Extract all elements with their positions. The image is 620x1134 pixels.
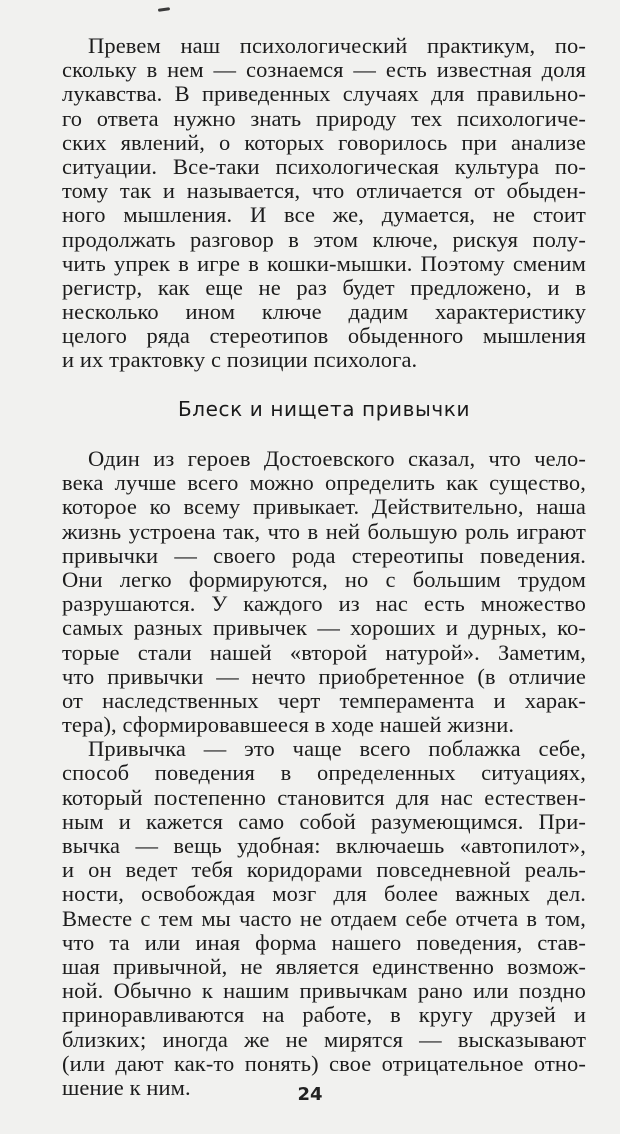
text-line: что та или иная форма нашего поведения, став- [62,929,586,955]
text-line: продолжать разговор в этом ключе, рискуя полу- [62,226,586,252]
text-line: жизнь устроена так, что в ней большую роль играют [62,518,586,544]
text-line: Превем наш психологический практикум, по- [88,33,586,58]
text-line: тера), сформировавшееся в ходе нашей жизни. [62,712,515,738]
text-line: вычка — вещь удобная: включаешь «автопилот», [62,833,586,858]
text-line: самых разных привычек — хороших и дурных, ко- [62,615,586,641]
text-line: регистр, как еще не раз будет предложено, и в [62,274,586,300]
text-line: ских явлений, о которых говорилось при анализе [62,129,586,155]
text-line: шение к ним. [62,1074,191,1100]
text-line: (или дают как-то понять) свое отрицательное отно- [62,1050,586,1076]
paragraph-2 [62,447,586,1100]
text-line: ности, освобождая мозг для более важных дел. [62,881,586,907]
text-line: от наследственных черт темперамента и харак- [62,687,586,713]
text-line: Вместе с тем мы часто не отдаем себе отчета в том, [62,905,586,931]
text-line: целого ряда стереотипов обыденного мышления [62,323,586,349]
section-heading: Блеск и нищета привычки [177,397,471,421]
paragraph-1 [62,34,586,373]
text-line: которое ко всему привыкает. Действительно, наша [62,494,586,520]
ink-mark [158,7,170,12]
text-line: тому так и называется, что отличается от обыден- [62,178,586,204]
text-line: ного мышления. И все же, думается, не стоит [62,202,586,228]
text-line: скольку в нем — сознаемся — есть известная доля [62,57,586,83]
text-line: Они легко формируются, но с большим трудом [62,566,586,592]
text-line: который постепенно становится для нас естествен- [62,784,586,810]
text-line: торые стали нашей «второй натурой». Заметим, [62,639,586,665]
page-number: 24 [297,1084,323,1105]
text-line: Один из героев Достоевского сказал, что чело- [88,446,586,471]
text-line: и он ведет тебя коридорами повседневной реаль- [62,857,586,883]
text-line: привычки — своего рода стереотипы поведения. [62,542,586,568]
text-line: способ поведения в определенных ситуациях, [62,760,586,786]
text-line: века лучше всего можно определить как существо, [62,470,586,496]
text-line: что привычки — нечто приобретенное (в отличие [62,663,586,689]
text-line: го ответа нужно знать природу тех психологиче- [62,105,586,131]
text-line: ным и кажется само собой разумеющимся. При- [62,808,586,834]
text-line: лукавства. В приведенных случаях для правильно- [62,81,586,107]
text-line: ситуации. Все-таки психологическая культура по- [62,153,586,179]
text-line: близких; иногда же не мирятся — высказывают [62,1026,586,1052]
text-line: разрушаются. У каждого из нас есть множество [62,591,586,617]
text-line: ной. Обычно к нашим привычкам рано или поздно [62,978,586,1004]
text-line: и их трактовку с позиции психолога. [62,347,418,373]
text-line: несколько ином ключе дадим характеристику [62,299,586,325]
text-line: Привычка — это чаще всего поблажка себе, [88,736,586,762]
text-line: приноравливаются на работе, в кругу друзей и [62,1002,586,1028]
text-line: чить упрек в игре в кошки-мышки. Поэтому сменим [62,250,586,276]
text-line: шая привычной, не является единственно возмож- [62,953,586,979]
